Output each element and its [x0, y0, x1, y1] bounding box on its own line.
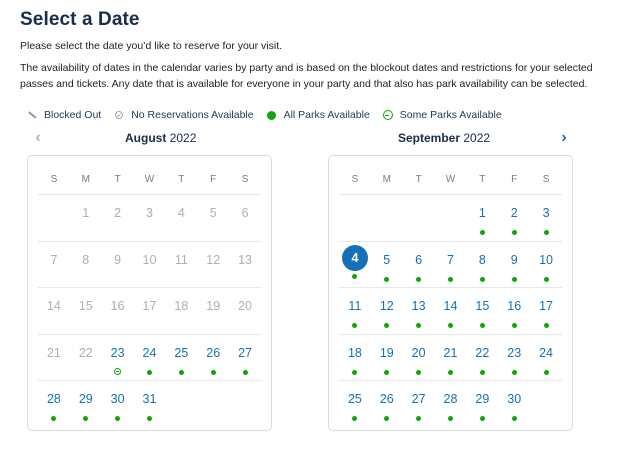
day-number: 6: [241, 206, 249, 220]
day-number: 12: [206, 252, 221, 267]
calendar-day[interactable]: [530, 335, 562, 381]
day-number: 29: [78, 392, 93, 406]
calendar-day[interactable]: [530, 195, 562, 241]
calendar-day: [165, 242, 197, 288]
empty-day: [197, 381, 229, 427]
legend-all-parks: [266, 109, 370, 121]
empty-day: [165, 381, 197, 427]
calendar-day: [102, 195, 134, 241]
no-reservations-icon: [113, 109, 125, 121]
all-parks-available-icon: [416, 323, 421, 328]
all-parks-available-icon: [416, 416, 421, 421]
calendar-day: [165, 288, 197, 334]
day-number: 15: [475, 299, 490, 313]
day-number: 1: [478, 206, 486, 220]
day-number: 13: [238, 252, 253, 267]
month-name: August: [125, 131, 167, 145]
all-parks-available-icon: [147, 416, 152, 421]
day-number: 22: [475, 345, 490, 360]
day-number: 30: [110, 392, 125, 406]
calendar-september: [328, 155, 573, 431]
day-number: 23: [507, 345, 522, 360]
day-number: 29: [475, 392, 490, 406]
day-number: 9: [114, 252, 122, 267]
calendar-week-row: [339, 287, 562, 334]
all-parks-available-icon: [243, 370, 248, 375]
month-name: September: [398, 131, 461, 145]
all-parks-available-icon: [384, 416, 389, 421]
calendar-day: [134, 242, 166, 288]
calendar-day[interactable]: [38, 381, 70, 427]
day-number: 19: [206, 299, 221, 313]
all-parks-available-icon: [480, 277, 485, 282]
legend-no-reservations-label: No Reservations Available: [131, 109, 254, 121]
day-number: 20: [238, 299, 253, 313]
calendar-day[interactable]: [403, 288, 435, 334]
calendar-day[interactable]: [435, 242, 467, 288]
weekday-label: W: [144, 174, 155, 185]
calendar-day[interactable]: [498, 288, 530, 334]
day-number: 17: [539, 299, 554, 313]
empty-day: [530, 381, 562, 427]
calendar-day[interactable]: [165, 335, 197, 381]
calendar-day[interactable]: [371, 242, 403, 288]
all-parks-available-icon: [211, 370, 216, 375]
page-title: Select a Date: [20, 9, 140, 30]
empty-day: [435, 195, 467, 241]
calendar-day[interactable]: [70, 381, 102, 427]
weekday-label: T: [415, 174, 422, 185]
calendar-day[interactable]: [134, 381, 166, 427]
calendar-day[interactable]: [435, 381, 467, 427]
weekday-label: S: [351, 174, 359, 185]
empty-day: [38, 195, 70, 241]
all-parks-available-icon: [480, 230, 485, 235]
legend-some-parks: [382, 109, 502, 121]
calendar-day: [229, 288, 261, 334]
calendar-day[interactable]: [466, 335, 498, 381]
calendar-day: [229, 195, 261, 241]
availability-description: The availability of dates in the calendar varies by party and is based on the blockout dates and restrictions for your selected passes and tickets. Any date that is available for everyone in your party and that also has park availability can be selected.: [20, 62, 593, 90]
all-parks-available-icon: [512, 323, 517, 328]
all-parks-available-icon: [512, 416, 517, 421]
weekday-label: S: [50, 174, 58, 185]
day-number: 17: [142, 299, 157, 313]
day-number: 10: [142, 252, 157, 267]
all-parks-available-icon: [544, 230, 549, 235]
calendar-day: [197, 288, 229, 334]
day-number: 7: [447, 252, 454, 267]
calendar-week-row: [339, 334, 562, 381]
calendar-day: [70, 195, 102, 241]
all-parks-available-icon: [51, 416, 56, 421]
day-number: 2: [510, 206, 518, 220]
empty-day: [339, 195, 371, 241]
calendar-weeks: [339, 194, 562, 427]
weekday-header: [339, 174, 562, 185]
calendar-weeks: [38, 194, 261, 427]
calendar-day: [38, 288, 70, 334]
day-number: 8: [82, 252, 90, 267]
weekday-label: F: [511, 174, 518, 185]
all-parks-available-icon: [480, 416, 485, 421]
calendar-day: [70, 288, 102, 334]
day-number: 9: [510, 252, 518, 267]
day-number: 4: [342, 245, 368, 271]
day-number: 1: [82, 206, 90, 220]
all-parks-available-icon: [544, 277, 549, 282]
all-parks-available-icon: [384, 277, 389, 282]
day-number: 3: [146, 206, 153, 220]
all-parks-available-icon: [352, 323, 357, 328]
month-year: 2022: [463, 131, 491, 145]
calendar-day[interactable]: [229, 335, 261, 381]
day-number: 30: [507, 392, 522, 406]
day-number: 18: [174, 299, 189, 313]
all-parks-available-icon: [352, 370, 357, 375]
month-header-august: [125, 131, 196, 145]
calendar-day[interactable]: [498, 335, 530, 381]
day-number: 6: [415, 252, 423, 267]
all-parks-available-icon: [416, 370, 421, 375]
calendar-day: [70, 242, 102, 288]
calendar-day[interactable]: [197, 335, 229, 381]
calendar-day: [38, 242, 70, 288]
day-number: 10: [539, 252, 554, 267]
weekday-label: S: [241, 174, 249, 185]
all-parks-available-icon: [266, 109, 278, 121]
all-parks-available-icon: [384, 323, 389, 328]
all-parks-available-icon: [448, 277, 453, 282]
calendar-day[interactable]: [102, 335, 134, 381]
empty-day: [403, 195, 435, 241]
all-parks-available-icon: [147, 370, 152, 375]
day-number: 16: [507, 299, 522, 313]
calendar-day[interactable]: [371, 381, 403, 427]
calendar-day[interactable]: [530, 242, 562, 288]
calendar-day[interactable]: [435, 288, 467, 334]
day-number: 24: [142, 345, 157, 360]
calendar-day: [38, 335, 70, 381]
weekday-label: T: [479, 174, 486, 185]
calendar-week-row: [38, 334, 261, 381]
day-number: 4: [177, 206, 185, 220]
all-parks-available-icon: [544, 323, 549, 328]
day-number: 27: [238, 345, 253, 360]
day-number: 13: [411, 299, 426, 313]
calendar-day: [197, 242, 229, 288]
calendar-day: [102, 242, 134, 288]
calendar-week-row: [38, 241, 261, 288]
all-parks-available-icon: [448, 370, 453, 375]
calendar-day[interactable]: [371, 288, 403, 334]
day-number: 14: [46, 299, 61, 313]
day-number: 25: [347, 392, 362, 406]
day-number: 11: [348, 299, 362, 313]
legend-no-reservations: [113, 109, 253, 121]
calendar-day[interactable]: [102, 381, 134, 427]
chevron-left-icon[interactable]: ‹: [35, 129, 41, 146]
all-parks-available-icon: [544, 370, 549, 375]
calendar-day[interactable]: [403, 381, 435, 427]
weekday-label: W: [445, 174, 456, 185]
day-number: 24: [539, 345, 554, 360]
weekday-label: M: [81, 174, 90, 185]
day-number: 11: [174, 252, 188, 267]
chevron-right-icon[interactable]: ›: [561, 129, 567, 146]
calendar-day: [70, 335, 102, 381]
all-parks-available-icon: [512, 370, 517, 375]
blocked-out-icon: [26, 109, 38, 121]
calendar-day[interactable]: [339, 381, 371, 427]
weekday-label: F: [210, 174, 217, 185]
some-parks-available-icon: [382, 109, 394, 121]
weekday-label: S: [542, 174, 550, 185]
calendar-day[interactable]: [403, 335, 435, 381]
all-parks-available-icon: [83, 416, 88, 421]
calendar-day: [102, 288, 134, 334]
day-number: 12: [379, 299, 394, 313]
day-number: 5: [383, 252, 391, 267]
weekday-label: M: [382, 174, 391, 185]
calendar-day[interactable]: [466, 195, 498, 241]
day-number: 25: [174, 345, 189, 360]
day-number: 3: [542, 206, 550, 220]
calendar-week-row: [339, 194, 562, 241]
day-number: 18: [347, 345, 362, 360]
calendar-week-row: [38, 287, 261, 334]
day-number: 26: [206, 345, 221, 360]
all-parks-available-icon: [179, 370, 184, 375]
legend-blocked: [26, 109, 101, 121]
calendar-august: [27, 155, 272, 431]
calendar-day[interactable]: [466, 288, 498, 334]
calendar-day[interactable]: [435, 335, 467, 381]
calendar-day: [165, 195, 197, 241]
legend-some-parks-label: Some Parks Available: [399, 109, 502, 121]
all-parks-available-icon: [115, 416, 120, 421]
day-number: 14: [443, 299, 458, 313]
empty-day: [371, 195, 403, 241]
calendar-day[interactable]: [498, 195, 530, 241]
calendar-day[interactable]: [339, 335, 371, 381]
day-number: 19: [379, 345, 394, 360]
all-parks-available-icon: [384, 370, 389, 375]
weekday-label: T: [178, 174, 185, 185]
day-number: 2: [114, 206, 122, 220]
calendar-day: [229, 242, 261, 288]
day-number: 21: [46, 345, 61, 360]
day-number: 5: [209, 206, 217, 220]
calendar-week-row: [339, 241, 562, 288]
all-parks-available-icon: [480, 323, 485, 328]
calendar-day: [134, 288, 166, 334]
day-number: 27: [411, 392, 426, 406]
calendar-day[interactable]: [466, 242, 498, 288]
day-number: 16: [110, 299, 125, 313]
all-parks-available-icon: [448, 416, 453, 421]
calendar-day: [197, 195, 229, 241]
legend-all-parks-label: All Parks Available: [283, 109, 370, 121]
calendar-day[interactable]: [371, 335, 403, 381]
all-parks-available-icon: [352, 416, 357, 421]
calendar-week-row: [38, 194, 261, 241]
all-parks-available-icon: [480, 370, 485, 375]
month-year: 2022: [169, 131, 197, 145]
intro-text: Please select the date you’d like to reserve for your visit.: [20, 40, 283, 52]
month-header-september: [398, 131, 490, 145]
weekday-header: [38, 174, 261, 185]
calendar-day: [134, 195, 166, 241]
legend-blocked-label: Blocked Out: [44, 109, 102, 121]
some-parks-available-icon: [114, 368, 121, 375]
empty-day: [229, 381, 261, 427]
all-parks-available-icon: [512, 230, 517, 235]
day-number: 7: [50, 252, 58, 267]
calendar-day[interactable]: [530, 288, 562, 334]
calendar-day[interactable]: [134, 335, 166, 381]
day-number: 26: [379, 392, 394, 406]
day-number: 28: [46, 392, 61, 406]
all-parks-available-icon: [448, 323, 453, 328]
day-number: 20: [411, 345, 426, 360]
calendar-day[interactable]: [498, 242, 530, 288]
legend: [26, 109, 514, 121]
day-number: 28: [443, 392, 458, 406]
calendar-day[interactable]: [403, 242, 435, 288]
calendar-day[interactable]: [498, 381, 530, 427]
day-number: 31: [142, 392, 157, 406]
calendar-week-row: [339, 380, 562, 427]
weekday-label: T: [114, 174, 121, 185]
all-parks-available-icon: [352, 274, 357, 279]
day-number: 22: [78, 345, 93, 360]
all-parks-available-icon: [416, 277, 421, 282]
calendar-day[interactable]: [339, 288, 371, 334]
all-parks-available-icon: [512, 277, 517, 282]
day-number: 21: [443, 345, 458, 360]
day-number: 23: [110, 345, 125, 360]
calendar-day[interactable]: [466, 381, 498, 427]
calendar-week-row: [38, 380, 261, 427]
selected-day[interactable]: [339, 242, 371, 288]
day-number: 15: [78, 299, 93, 313]
day-number: 8: [478, 252, 486, 267]
